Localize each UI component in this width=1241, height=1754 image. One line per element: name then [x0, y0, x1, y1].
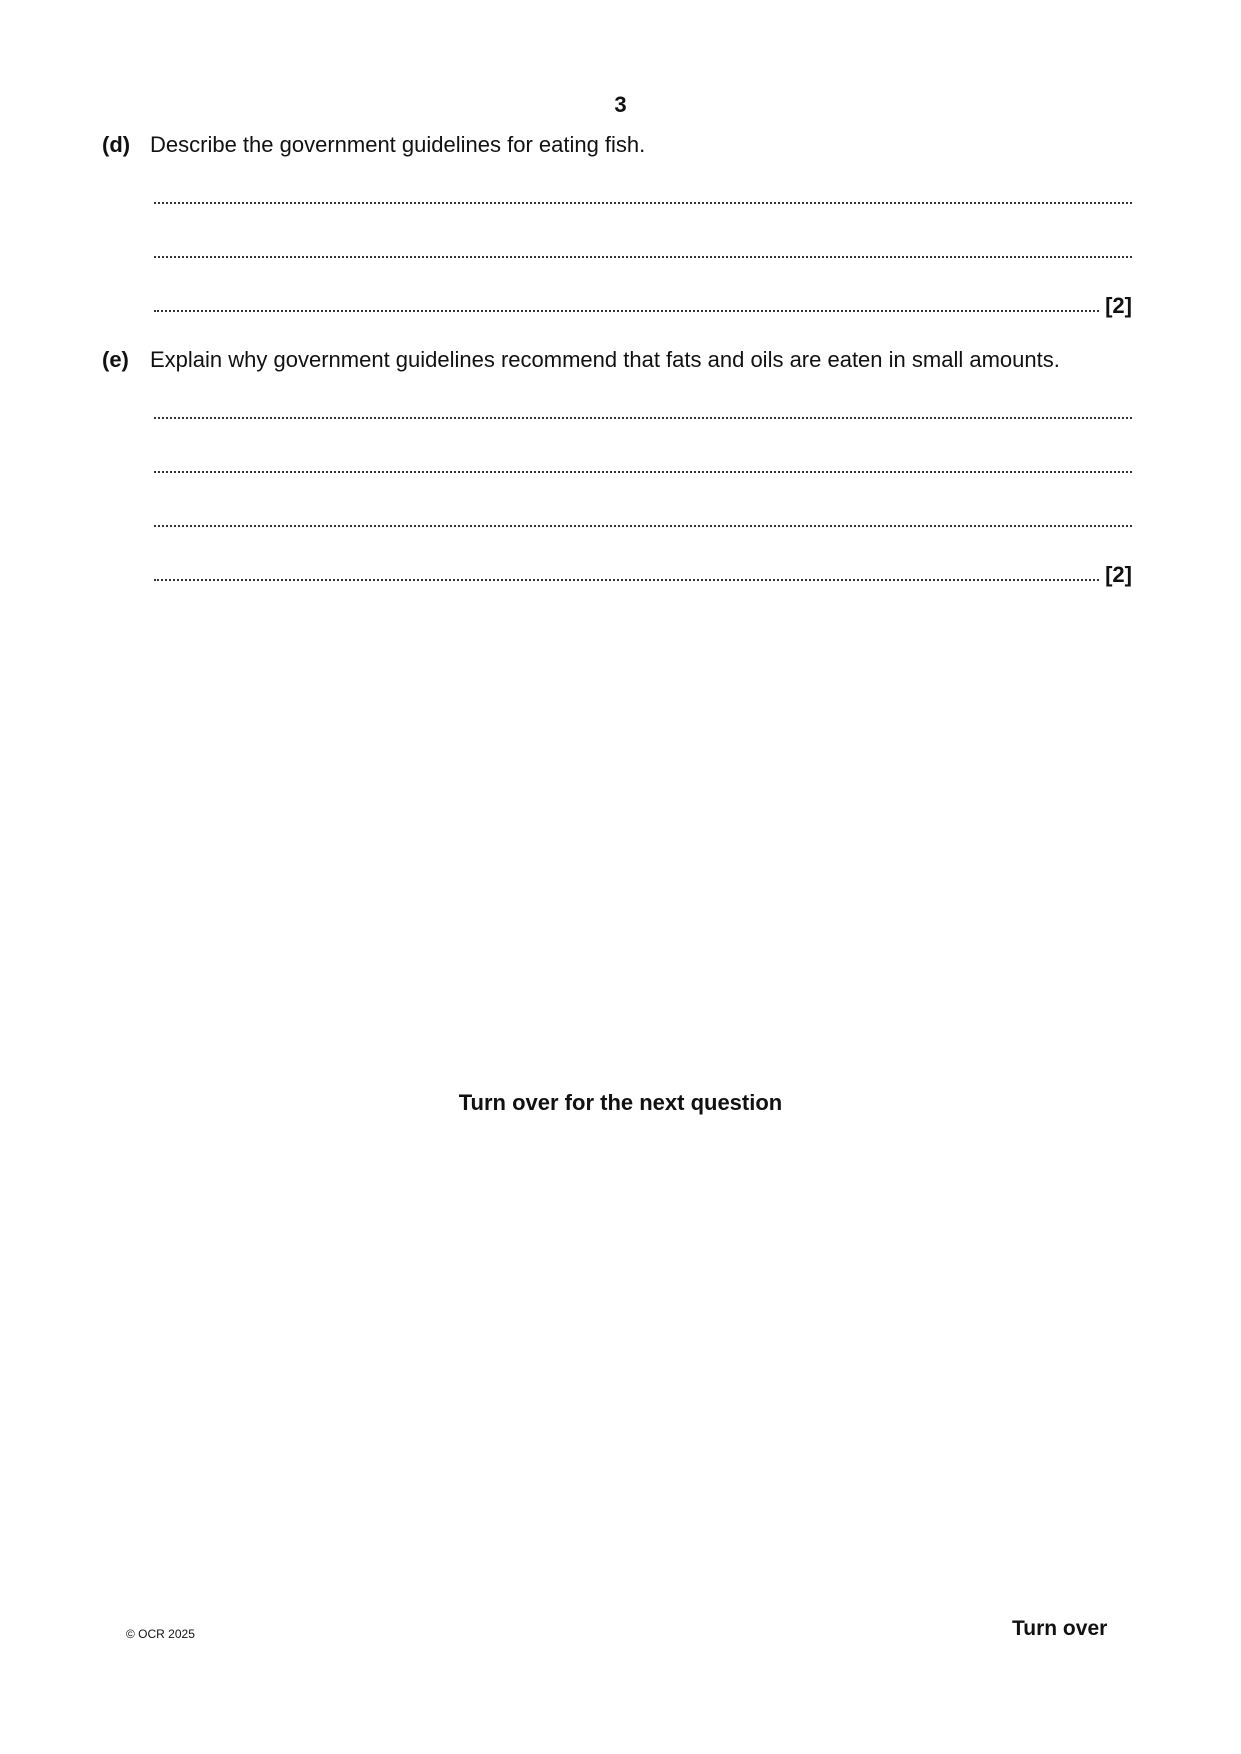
copyright-notice: © OCR 2025	[126, 1627, 195, 1641]
turn-over-next-question: Turn over for the next question	[458, 1090, 783, 1115]
turn-over-label: Turn over	[1012, 1617, 1108, 1640]
answer-line[interactable]	[154, 240, 1132, 264]
answer-line[interactable]	[154, 509, 1132, 533]
question-label: (e)	[102, 347, 129, 372]
question-label: (d)	[102, 132, 131, 157]
question-d	[102, 132, 1142, 158]
marks-allocation: [2]	[1105, 293, 1132, 318]
question-text: Describe the government guidelines for eating fish.	[150, 132, 646, 157]
dotted-rule	[154, 417, 1132, 419]
answer-line[interactable]	[154, 294, 1132, 318]
page-number: 3	[614, 92, 627, 117]
dotted-rule	[154, 202, 1132, 204]
answer-line[interactable]	[154, 401, 1132, 425]
question-e	[102, 347, 1142, 373]
dotted-rule	[154, 256, 1132, 258]
dotted-rule	[154, 310, 1099, 312]
answer-line[interactable]	[154, 455, 1132, 479]
dotted-rule	[154, 579, 1099, 581]
answer-line[interactable]	[154, 563, 1132, 587]
marks-allocation: [2]	[1105, 562, 1132, 587]
dotted-rule	[154, 471, 1132, 473]
question-text: Explain why government guidelines recommend that fats and oils are eaten in small amounts.	[150, 347, 1060, 372]
answer-line[interactable]	[154, 186, 1132, 210]
dotted-rule	[154, 525, 1132, 527]
